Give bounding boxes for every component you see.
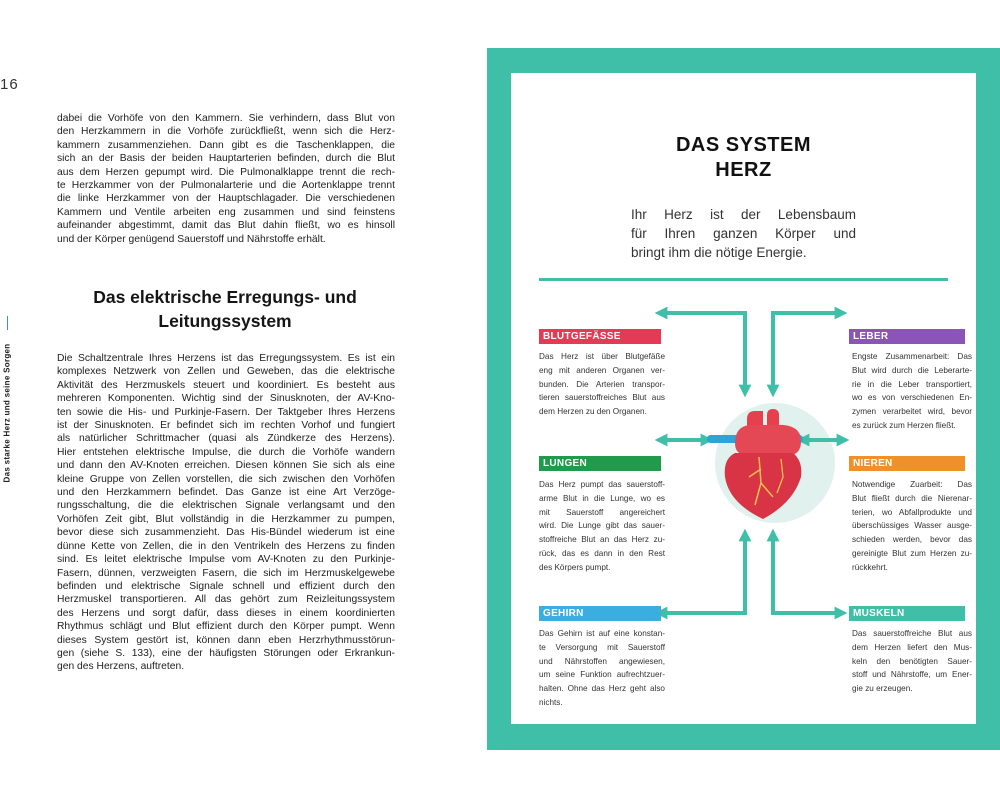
text-line: gie zu erzeugen.: [852, 684, 913, 694]
text-line: Das Herz ist über Blutgefäße: [539, 352, 665, 361]
text-line: sind. Es leitet elektrische Impulse vom AV-Knoten zu den Purkinje-: [57, 554, 395, 566]
label-gehirn: GEHIRN: [539, 606, 661, 621]
text-line: als natürlicher Schrittmacher (quasi als Zündkerze des Herzens).: [57, 433, 395, 445]
text-line: bunden. Die Arterien transpor-: [539, 379, 665, 389]
text-line: rie in die Leber transportiert,: [852, 379, 972, 389]
text-line: schieden werden, bevor das: [852, 535, 972, 545]
text-line: ten sowie die His- und Purkinje-Fasern. Der Taktgeber Ihres Herzens: [57, 406, 395, 418]
arrow-gehirn: [661, 535, 745, 613]
text-line: kammern zusammenziehen. Dann gibt es die Taschenklappen, die: [57, 139, 395, 151]
text-line: gereinigte Blut zum Herzen zu-: [852, 548, 972, 558]
label-nieren: NIEREN: [849, 456, 965, 471]
body-paragraph-2: [57, 352, 395, 674]
arrow-leber: [773, 313, 841, 391]
infographic-panel: [487, 48, 1000, 750]
text-line: Blut fließt durch die Nierenar-: [852, 493, 972, 503]
text-line: Rhythmus schlägt und Blut effizient durch den Körper pumpt. Wenn: [57, 621, 395, 633]
text-line: rück, das es dann in den Rest: [539, 548, 665, 558]
infographic-title-line-2: HERZ: [715, 159, 772, 181]
section-heading-line-2: Leitungssystem: [158, 311, 292, 331]
text-line: ist der Sinusknoten. Er befindet sich im rechten Vorhof und fungiert: [57, 420, 395, 432]
text-line: aufeinander abgestimmt, damit das Blut dahin fließt, wo es hinsoll: [57, 220, 395, 232]
text-line: bringt ihm die nötige Energie.: [631, 245, 807, 260]
text-line: halten. Ohne das Herz geht also: [539, 684, 665, 694]
text-line: bevor diese sich zusammenzieht. Das His-Bündel wiederum ist eine: [57, 527, 395, 539]
text-line: wird. Die Lunge gibt das sauer-: [539, 521, 665, 531]
text-line: stoff und Nährstoffe, um Ener-: [852, 670, 972, 680]
text-line: terien, wo Abfallprodukte und: [852, 507, 972, 517]
text-line: kleine Gruppe von Zellen vorstellen, die sich zwischen den Vorhöfen: [57, 473, 395, 485]
anatomical-heart-icon: [707, 409, 803, 519]
arrow-blutgefaesse: [661, 313, 745, 391]
text-line: befinden und elektrische Signale schnell und effizient durch den: [57, 580, 395, 592]
text-line: gen des Herzens, auftreten.: [57, 661, 185, 673]
label-leber: LEBER: [849, 329, 965, 344]
text-line: dieses System gestört ist, können dann eben Herzrhythmusstörun-: [57, 634, 395, 646]
text-line: keln den benötigten Sauer-: [852, 656, 972, 666]
text-line: wo es von verschiedenen En-: [852, 393, 972, 403]
text-line: te Herzkammer von der Pulmonalarterie und die Aortenklappe trennt: [57, 180, 395, 192]
text-line: tieren sauerstoffreiches Blut aus: [539, 393, 665, 403]
text-leber: [852, 350, 972, 433]
text-line: und den Herzkammern befindet. Das Ganze ist eine Art Verzöge-: [57, 487, 395, 499]
section-heading-line-1: Das elektrische Erregungs- und: [93, 287, 357, 307]
infographic-title-line-1: DAS SYSTEM: [675, 134, 812, 156]
page-number: 16: [0, 76, 19, 93]
text-line: rungsschaltung, die die elektrischen Signale verlangsamt und den: [57, 500, 395, 512]
text-line: dem Herzen zu den Organen.: [539, 407, 647, 417]
text-line: eng mit anderen Organen ver-: [539, 365, 665, 375]
text-line: Das sauerstoffreiche Blut aus: [852, 629, 972, 638]
text-line: des Körpers pumpt.: [539, 562, 611, 572]
text-line: und Nährstoffen angewiesen,: [539, 656, 665, 666]
text-line: die linke Herzkammer von der Hauptschlagader. Die verschiedenen: [57, 193, 395, 205]
text-line: nichts.: [539, 697, 563, 707]
body-paragraph-1: [57, 112, 395, 246]
text-line: Engste Zusammenarbeit: Das: [852, 352, 972, 361]
text-line: und dann den AV-Knoten erreichen. Diesen können Sie sich als eine: [57, 460, 395, 472]
text-line: Fasern, dünnen, verzweigten Fasern, die sich im Herzmuskelgewebe: [57, 567, 395, 579]
text-line: gen (siehe S. 133), eine der häufigsten Störungen oder Erkrankun-: [57, 647, 395, 659]
label-lungen: LUNGEN: [539, 456, 661, 471]
text-line: zymen verarbeitet wird, bevor: [852, 407, 972, 417]
label-muskeln: MUSKELN: [849, 606, 965, 621]
arrow-muskeln: [773, 535, 841, 613]
text-line: dabei die Vorhöfe von den Kammern. Sie verhindern, dass Blut von: [57, 113, 395, 124]
text-line: Kammern und Ventile arbeiten eng zusammen und sind feinstens: [57, 206, 395, 218]
text-line: Das Gehirn ist auf eine konstan-: [539, 629, 665, 638]
text-line: Aktivität des Herzmuskels steuert und koordiniert. Es besteht aus: [57, 379, 395, 391]
text-line: Das Herz pumpt das sauerstoff-: [539, 480, 665, 489]
text-line: mit Sauerstoff angereichert: [539, 507, 665, 517]
text-blutgefaesse: [539, 350, 665, 419]
text-line: Blut wird durch die Leberarte-: [852, 365, 972, 375]
text-line: komplexes Netzwerk von Zellen und Geweben, das die elektrische: [57, 366, 395, 378]
text-line: sich an der Basis der beiden Hauptarterien befinden, durch die Blut: [57, 153, 395, 165]
text-line: Hier entstehen elektrische Impulse, die durch die Vorhöfe wandern: [57, 446, 395, 458]
label-blutgefaesse: BLUTGEFÄSSE: [539, 329, 661, 344]
text-line: dem Herzen liefert den Mus-: [852, 642, 972, 652]
text-line: mehreren Komponenten. Wichtig sind der Sinusknoten, der AV-Kno-: [57, 393, 395, 405]
text-line: Ihr Herz ist der Lebensbaum: [631, 207, 856, 222]
running-head: Das starke Herz und seine Sorgen: [2, 343, 12, 483]
text-line: stoffreiche Blut an das Herz zu-: [539, 535, 665, 545]
text-line: aus dem Herzen gepumpt wird. Die Pulmonalklappe trennt die rech-: [57, 166, 395, 178]
text-line: des Herzens und sorgt dafür, dass dieses in einem koordinierten: [57, 607, 395, 619]
infographic-inner: [511, 73, 976, 724]
text-line: Vorhöfen Zeit gibt, Blut vollständig in die Herzkammer zu pumpen,: [57, 513, 395, 525]
text-line: te Versorgung mit Sauerstoff: [539, 642, 665, 652]
text-muskeln: [852, 627, 972, 696]
text-line: den Herzkammern in die Vorhöfe zurückfließt, wenn sich die Herz-: [57, 126, 395, 138]
text-line: für Ihren ganzen Körper und: [631, 226, 856, 241]
text-line: Herzmuskel transportieren. All das gehört zum Reizleitungssystem: [57, 594, 395, 606]
text-line: überschüssiges Wasser ausge-: [852, 521, 972, 531]
text-gehirn: [539, 627, 665, 710]
text-line: es zurück zum Herzen fließt.: [852, 420, 956, 430]
text-line: dünne Kette von Zellen, die in den Ventrikeln des Herzens zu finden: [57, 540, 395, 552]
text-line: Die Schaltzentrale Ihres Herzens ist das Erregungssystem. Es ist ein: [57, 353, 395, 364]
section-heading: [60, 285, 390, 333]
text-line: und der Körper genügend Sauerstoff und Nährstoffe erhält.: [57, 233, 326, 245]
text-nieren: [852, 478, 972, 575]
text-line: um seine Funktion aufrechtzuer-: [539, 670, 665, 680]
text-line: Notwendige Zuarbeit: Das: [852, 480, 972, 489]
text-line: arme Blut in die Lunge, wo es: [539, 493, 665, 503]
text-lungen: [539, 478, 665, 575]
text-line: rückkehrt.: [852, 562, 888, 572]
